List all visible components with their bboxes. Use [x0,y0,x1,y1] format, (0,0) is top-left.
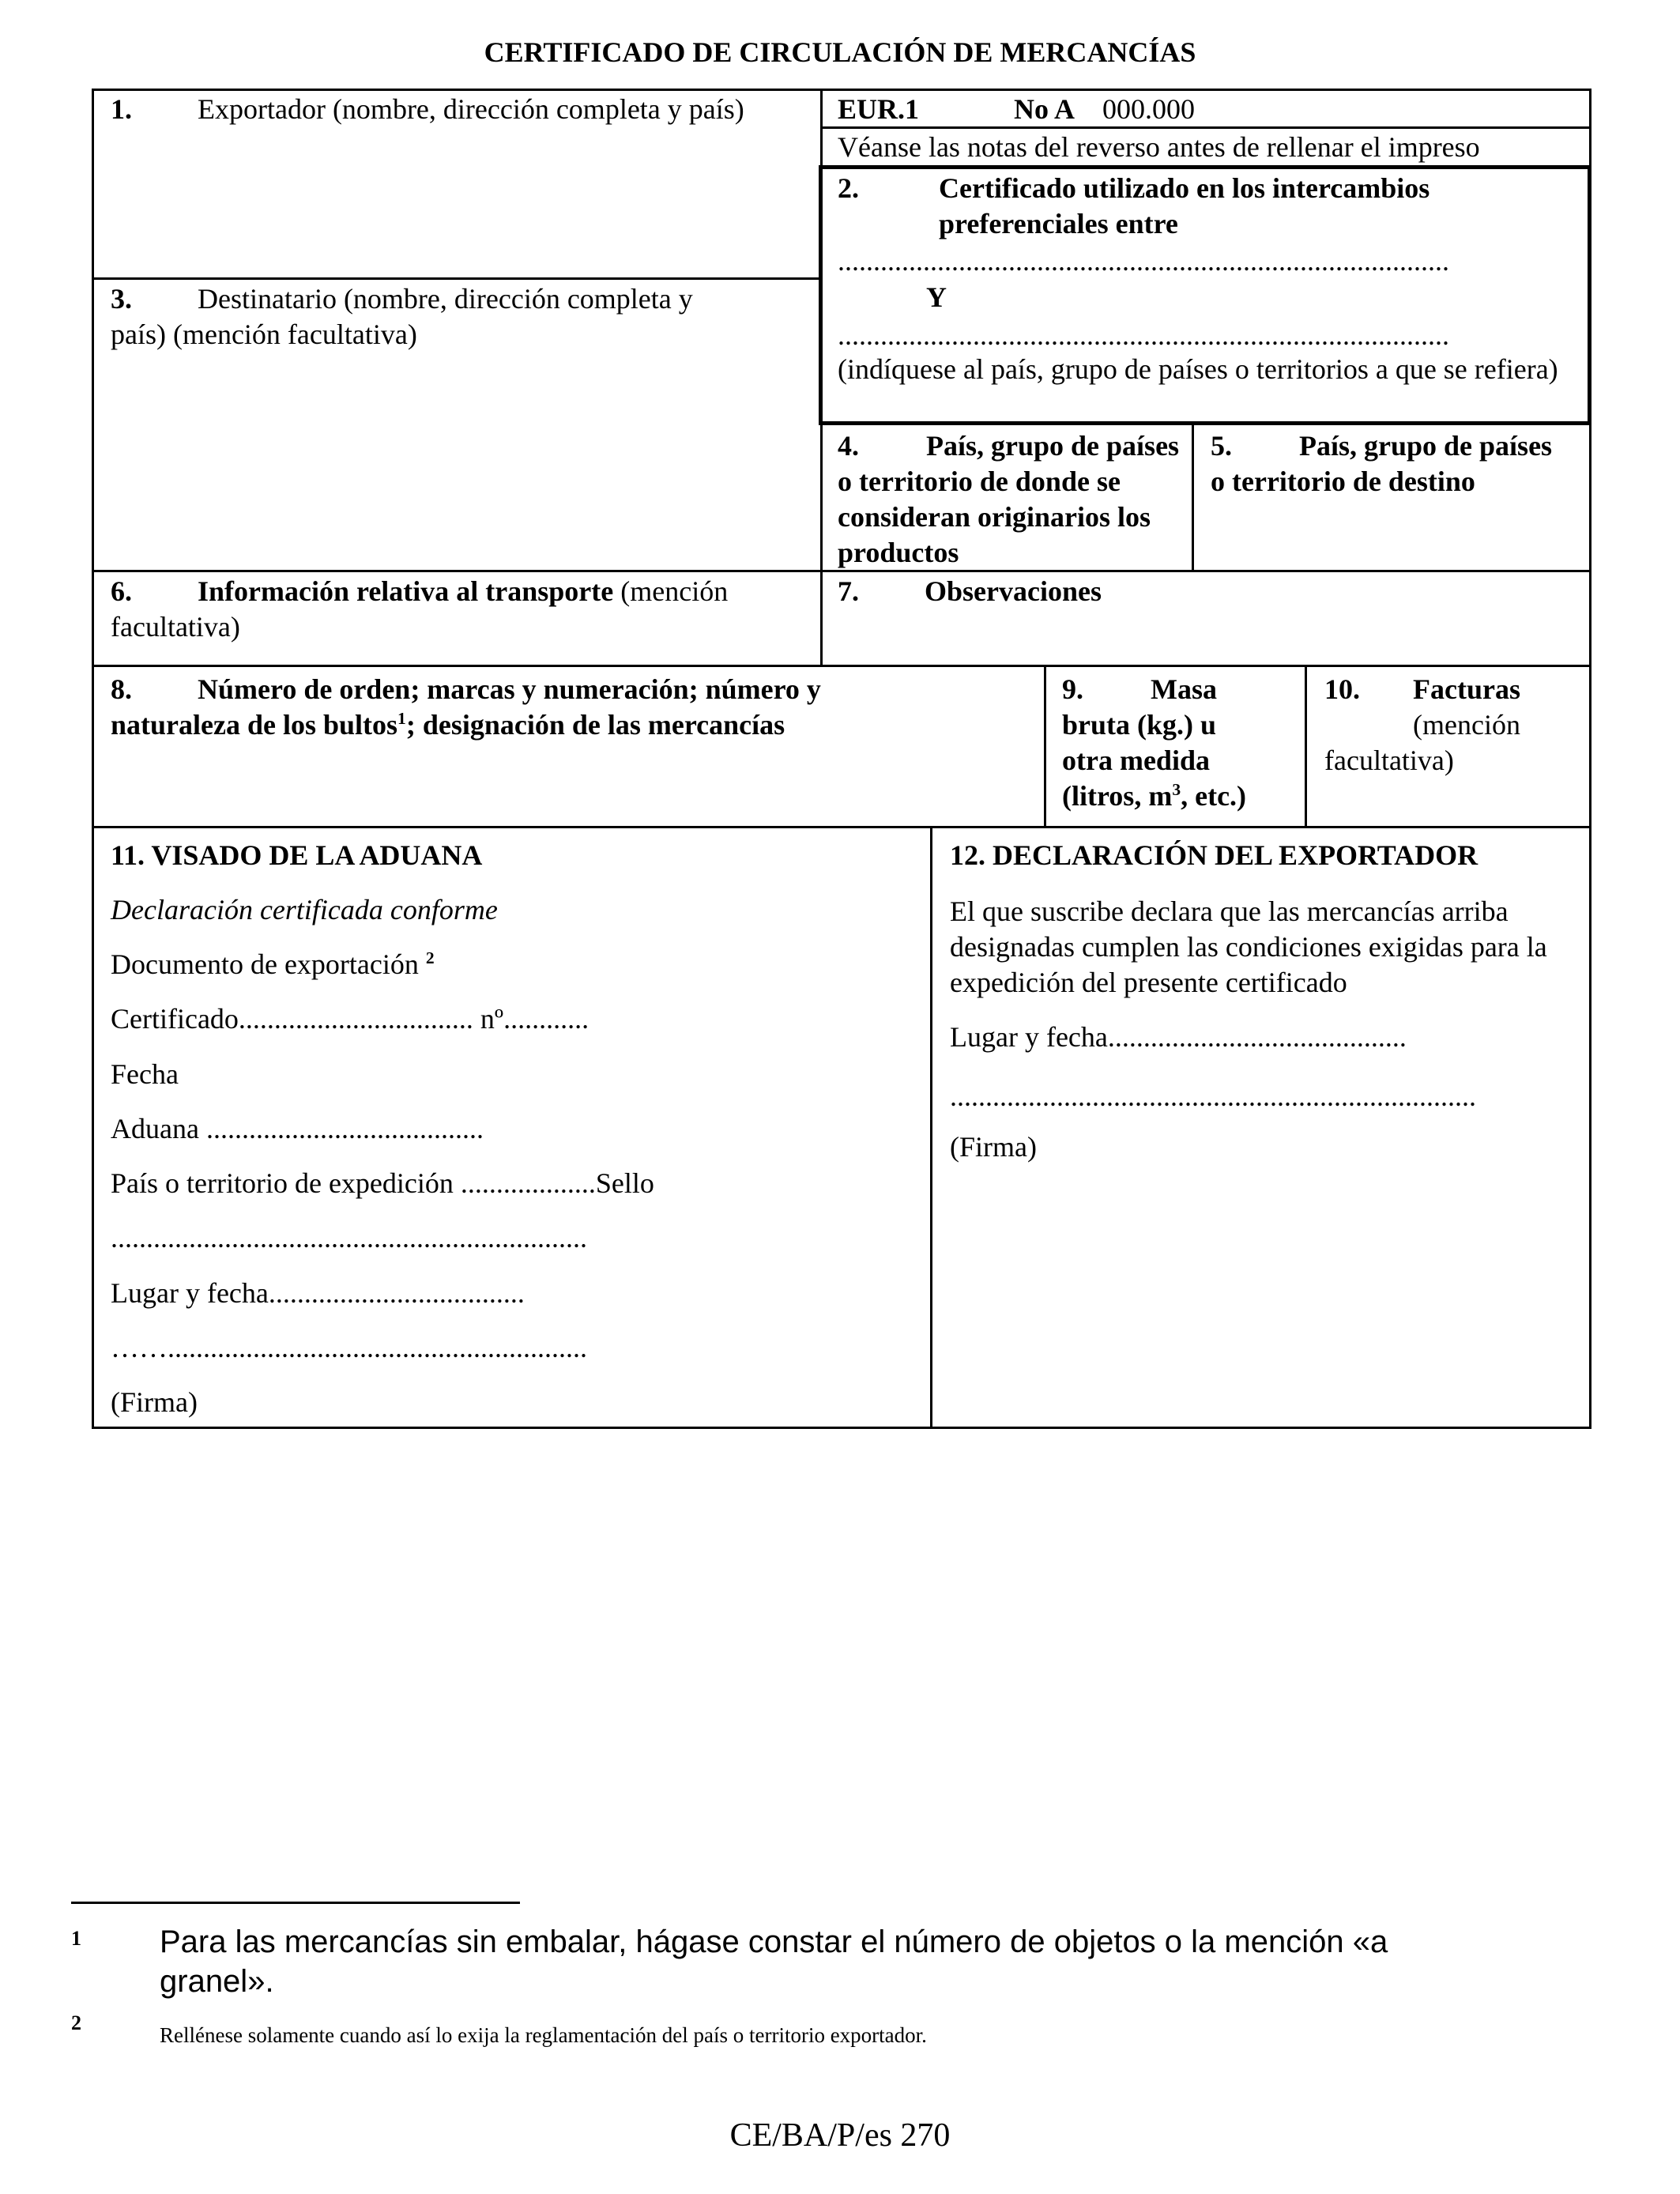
box3-label-cont: país) (mención facultativa) [111,319,417,350]
footnote-1-mark: 1 [71,1927,81,1950]
eur-note: Véanse las notas del reverso antes de rellenar el impreso [838,131,1480,163]
box11-declaracion: Declaración certificada conforme [111,894,498,925]
box9-label-b: bruta (kg.) u [1062,709,1217,741]
frame-top [92,89,1591,91]
box9-label: 9. Masa [1062,673,1217,705]
box12-lugar: Lugar y fecha.......................................... [950,1021,1407,1053]
box10-label-c: facultativa) [1324,745,1454,776]
divider-box9-box10 [1305,665,1307,827]
box11-dots-2: ……........................................................... [111,1332,587,1363]
box2-label: Certificado utilizado en los intercambios preferenciales entre [939,172,1430,239]
divider-box1-box3 [92,277,823,280]
divider-box8-box9 [1044,665,1046,827]
box2-hint: (indíquese al país, grupo de países o territorios a que se refiera) [838,353,1558,385]
box1-label: 1. Exportador (nombre, dirección completa y país) [111,93,744,125]
box5-label: 5. País, grupo de países o territorio de destino [1211,430,1553,497]
box12-dots: .......................................................................... [950,1080,1476,1112]
divider-box4-box5 [1192,423,1194,571]
footnote-separator [71,1902,520,1904]
box11-firma: (Firma) [111,1386,198,1418]
box4-label: 4. País, grupo de países o territorio de donde se consideran originarios los productos [838,430,1180,568]
box11-aduana: Aduana ....................................... [111,1113,484,1144]
footnote-2-mark: 2 [71,2011,81,2034]
divider-eur [820,126,1591,129]
box6-label: 6. Información relativa al transporte (mención [111,575,729,607]
footnote-1-text: Para las mercancías sin embalar, hágase constar el número de objetos o la mención «a granel». [160,1924,1388,1999]
box11-pais: País o territorio de expedición ...................Sello [111,1167,654,1199]
box2-dots-1: ...................................................................................... [838,245,1449,277]
box2-frame-right [1588,165,1591,425]
eur-number: 000.000 [1102,93,1195,125]
box8-label-cont: naturaleza de los bultos$^1$; designación de las mercancías [111,709,785,741]
box10-label-b: (mención [1413,709,1520,741]
box11-certificado: Certificado................................. nº............ [111,1003,590,1035]
box11-heading: 11. VISADO DE LA ADUANA [111,839,483,871]
eur-no-label: No A [1014,93,1075,125]
page-title: CERTIFICADO DE CIRCULACIÓN DE MERCANCÍAS [484,36,1196,68]
box2-frame-bottom [819,421,1591,425]
frame-left [92,89,94,1429]
box6-label-cont: facultativa) [111,611,240,643]
box7-label: 7. Observaciones [838,575,1102,607]
frame-bottom [92,1427,1591,1429]
box2-y: Y [926,281,947,313]
box2-num: 2. [838,172,859,204]
box12-heading: 12. DECLARACIÓN DEL EXPORTADOR [950,839,1478,871]
box10-label: 10. Facturas [1324,673,1520,705]
box2-frame-left [819,165,823,425]
box8-label: 8. Número de orden; marcas y numeración; número y [111,673,821,705]
divider-row8 [92,665,1591,667]
box11-fecha: Fecha [111,1058,179,1090]
divider-box11-box12 [930,826,932,1429]
box11-lugar: Lugar y fecha.................................... [111,1277,525,1309]
box2-frame-top [819,165,1591,169]
box2-dots-2: ...................................................................................... [838,319,1449,351]
box11-documento: Documento de exportación $^2$ [111,948,435,980]
box12-firma: (Firma) [950,1131,1037,1163]
footnote-2-text: Rellénese solamente cuando así lo exija la reglamentación del país o territorio exportador. [160,2023,927,2047]
box3-label: 3. Destinatario (nombre, dirección completa y [111,283,693,315]
box11-dots: ................................................................... [111,1222,587,1253]
document-reference: CE/BA/P/es 270 [729,2117,951,2154]
divider-row11 [92,826,1591,828]
eur-code: EUR.1 [838,93,920,125]
box9-label-c: otra medida [1062,745,1210,776]
box12-text: El que suscribe declara que las mercancías arriba designadas cumplen las condiciones exigidas para la expedición del presente certificado [950,895,1547,998]
box9-label-d: (litros, $m^3$, etc.) [1062,780,1247,812]
